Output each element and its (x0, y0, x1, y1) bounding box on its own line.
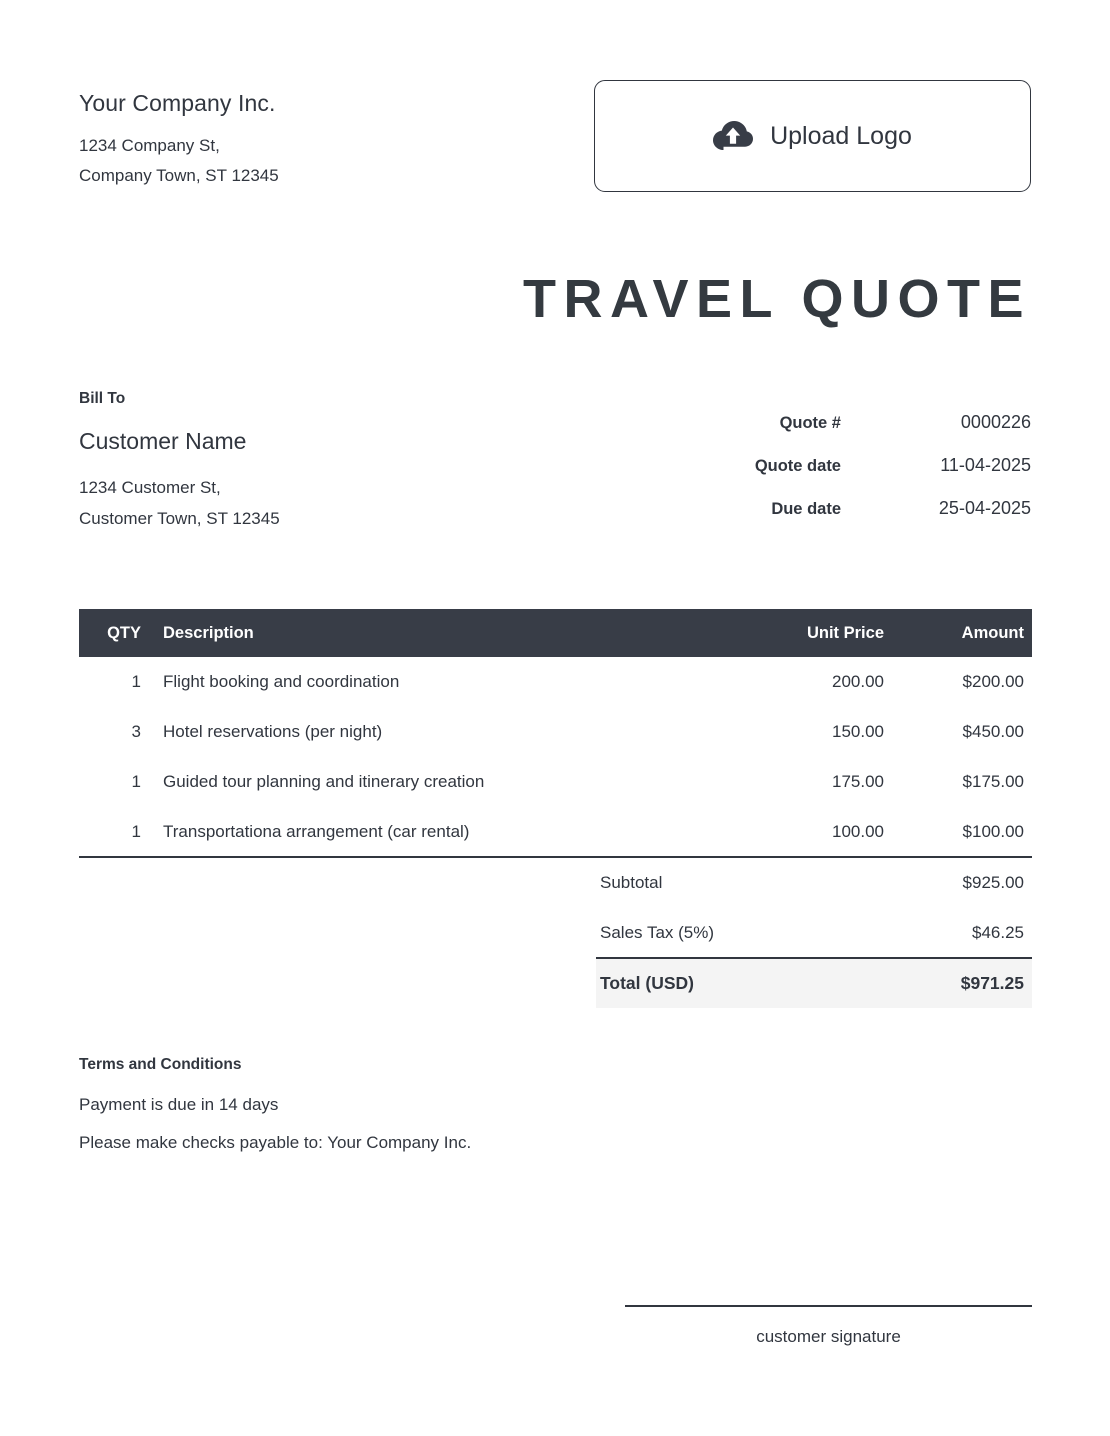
row-amount: $200.00 (962, 672, 1024, 691)
table-row (79, 807, 1032, 857)
quote-number-row (631, 412, 1031, 433)
due-date-row (631, 498, 1031, 519)
customer-name: Customer Name (79, 428, 247, 454)
totals-section (596, 858, 1032, 1008)
upload-logo-button[interactable] (594, 80, 1031, 192)
signature-section (625, 1305, 1032, 1347)
quote-number-label: Quote # (779, 414, 841, 432)
company-name: Your Company Inc. (79, 90, 276, 116)
row-amount: $175.00 (962, 772, 1024, 791)
row-unit-price: 100.00 (752, 807, 902, 857)
subtotal-row (596, 858, 1032, 908)
due-date-value: 25-04-2025 (938, 498, 1031, 518)
grand-total-value: $971.25 (814, 958, 1032, 1008)
quote-number-value: 0000226 (960, 412, 1031, 432)
terms-line-2: Please make checks payable to: Your Company Inc. (79, 1133, 472, 1152)
row-unit-price: 150.00 (832, 722, 884, 741)
page-title: TRAVEL QUOTE (522, 269, 1031, 329)
table-row (79, 657, 1032, 707)
header-qty: QTY (79, 609, 141, 657)
grand-total-label: Total (USD) (596, 958, 814, 1008)
company-address-line-2: Company Town, ST 12345 (79, 166, 279, 185)
row-qty: 1 (131, 772, 141, 791)
quote-date-row (631, 455, 1031, 476)
bill-to-label: Bill To (79, 390, 126, 407)
signature-label: customer signature (756, 1327, 901, 1346)
line-items-header (79, 609, 1032, 657)
table-header-row (79, 609, 1032, 657)
row-amount: $100.00 (902, 807, 1032, 857)
table-row (79, 707, 1032, 757)
header-description: Description (141, 609, 752, 657)
subtotal-value: $925.00 (962, 873, 1024, 892)
header-unit-price: Unit Price (752, 609, 902, 657)
sales-tax-row (596, 908, 1032, 958)
terms-line-1: Payment is due in 14 days (79, 1095, 279, 1114)
line-items-table (79, 609, 1032, 858)
header-amount: Amount (902, 609, 1032, 657)
due-date-label: Due date (771, 500, 841, 518)
line-items-body (79, 657, 1032, 857)
line-items-section (79, 609, 1032, 858)
quote-date-value: 11-04-2025 (940, 455, 1031, 475)
bill-to-block (79, 390, 280, 534)
row-description: Guided tour planning and itinerary creation (163, 772, 485, 791)
row-description: Transportationa arrangement (car rental) (141, 807, 752, 857)
row-description: Flight booking and coordination (163, 672, 400, 691)
terms-title: Terms and Conditions (79, 1056, 242, 1073)
row-unit-price: 175.00 (832, 772, 884, 791)
row-qty: 3 (131, 722, 141, 741)
sales-tax-label: Sales Tax (5%) (600, 922, 715, 942)
terms-section (79, 1056, 471, 1153)
customer-address-line-2: Customer Town, ST 12345 (79, 509, 280, 528)
grand-total-row (596, 958, 1032, 1008)
customer-address-line-1: 1234 Customer St, (79, 478, 221, 497)
company-address-line-1: 1234 Company St, (79, 136, 220, 155)
row-unit-price: 200.00 (832, 672, 884, 691)
row-qty: 1 (79, 807, 141, 857)
company-info (79, 80, 279, 191)
row-amount: $450.00 (962, 722, 1024, 741)
document-header (79, 80, 1031, 192)
table-row (79, 757, 1032, 807)
cloud-upload-icon (713, 121, 753, 151)
subtotal-label: Subtotal (600, 873, 663, 892)
row-description: Hotel reservations (per night) (163, 722, 383, 741)
signature-line (625, 1305, 1032, 1307)
quote-meta-block (631, 390, 1031, 534)
sales-tax-value: $46.25 (972, 922, 1024, 942)
row-qty: 1 (131, 672, 141, 691)
meta-area (79, 390, 1031, 534)
upload-logo-label: Upload Logo (770, 121, 912, 150)
totals-table (596, 858, 1032, 1008)
quote-date-label: Quote date (754, 457, 841, 475)
